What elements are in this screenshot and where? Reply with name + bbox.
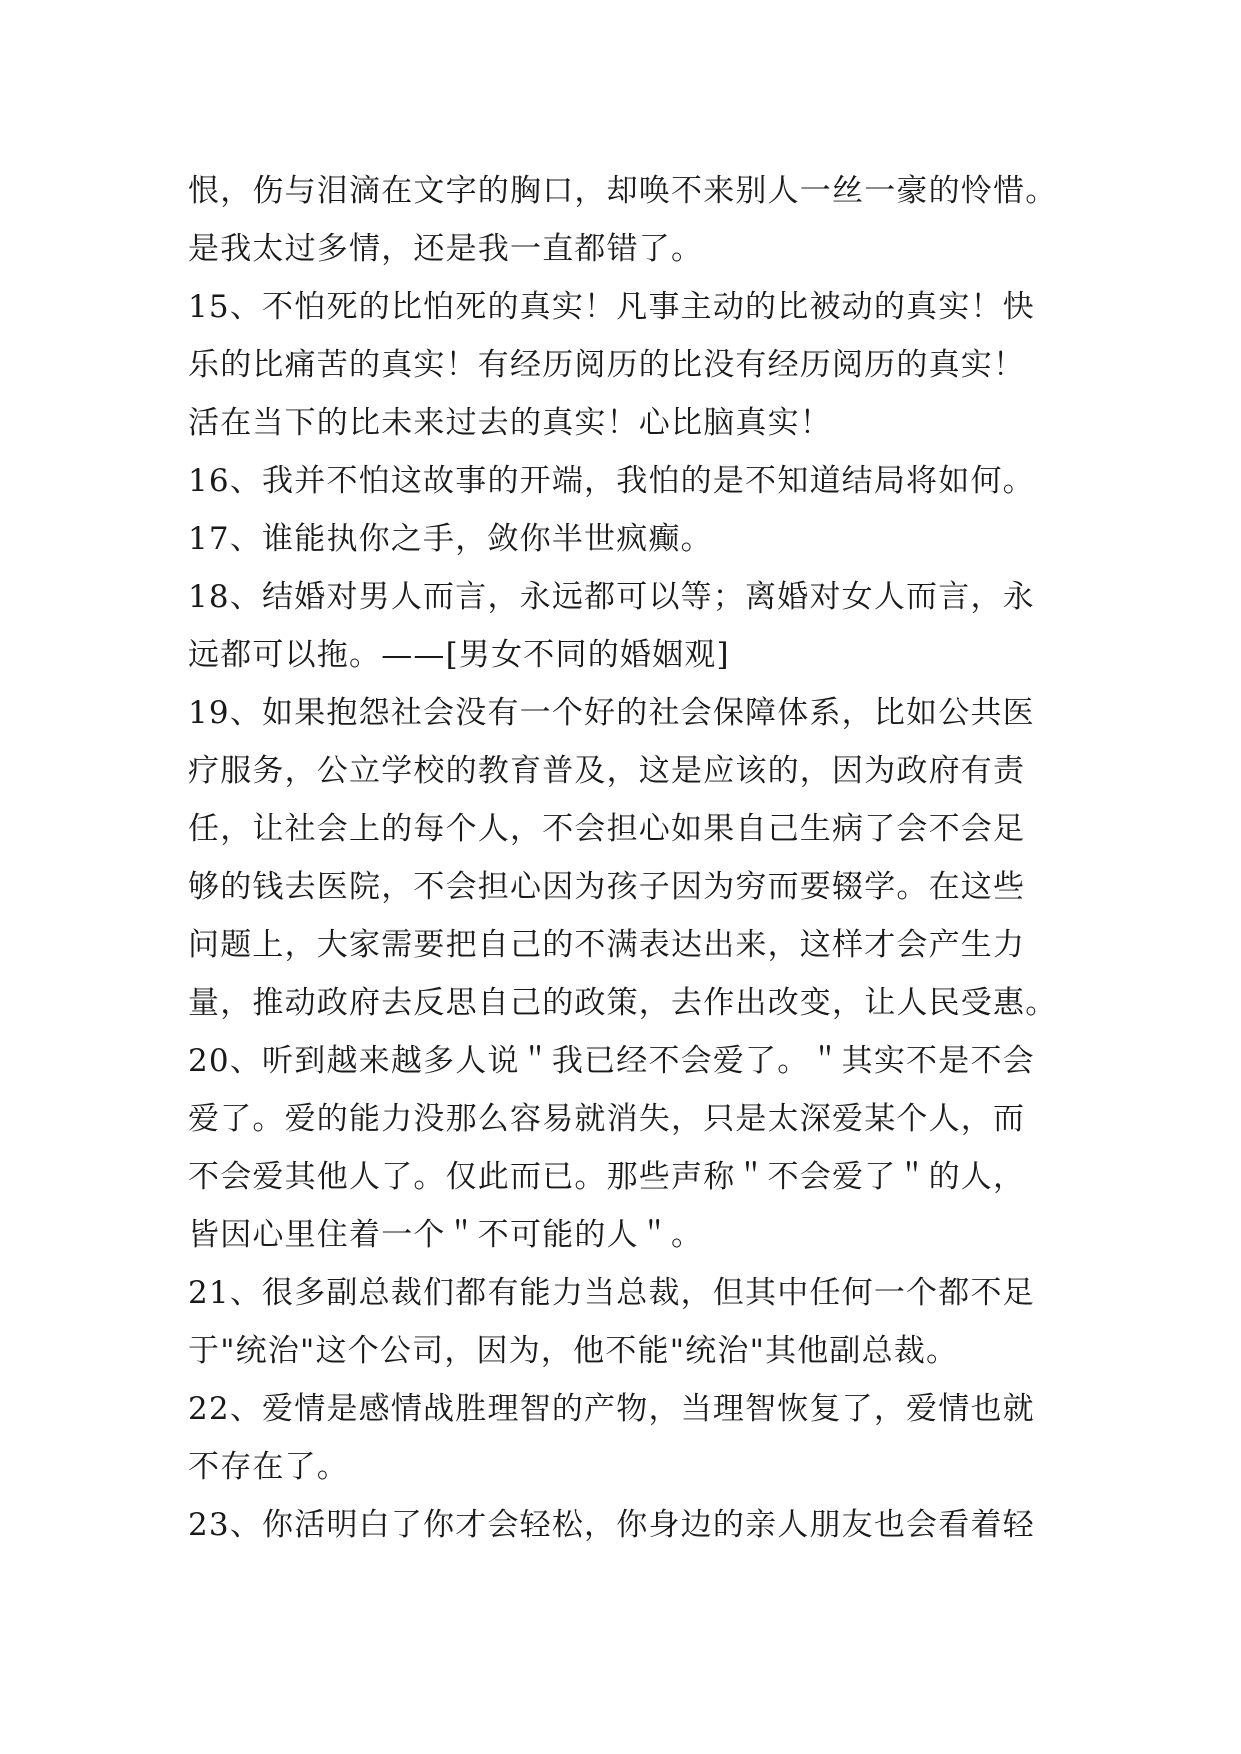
text-line: 量，推动政府去反思自己的政策，去作出改变，让人民受惠。 bbox=[188, 985, 1058, 1021]
text-line: 爱了。爱的能力没那么容易就消失，只是太深爱某个人，而 bbox=[188, 1101, 1026, 1137]
text-line: 17、谁能执你之手，敛你半世疯癫。 bbox=[188, 521, 713, 557]
text-line: 皆因心里住着一个＂不可能的人＂。 bbox=[188, 1217, 704, 1253]
text-line: 不存在了。 bbox=[188, 1449, 349, 1485]
text-line: 远都可以拖。——[男女不同的婚姻观] bbox=[188, 637, 730, 673]
text-line: 22、爱情是感情战胜理智的产物，当理智恢复了，爱情也就 bbox=[188, 1391, 1035, 1427]
text-line: 21、很多副总裁们都有能力当总裁，但其中任何一个都不足 bbox=[188, 1275, 1035, 1311]
text-line: 23、你活明白了你才会轻松，你身边的亲人朋友也会看着轻 bbox=[188, 1507, 1035, 1543]
text-line: 不会爱其他人了。仅此而已。那些声称＂不会爱了＂的人， bbox=[188, 1159, 1026, 1195]
document-body bbox=[188, 162, 1088, 1554]
text-line: 15、不怕死的比怕死的真实！凡事主动的比被动的真实！快 bbox=[188, 289, 1035, 325]
text-line: 疗服务，公立学校的教育普及，这是应该的，因为政府有责 bbox=[188, 753, 1026, 789]
text-line: 是我太过多情，还是我一直都错了。 bbox=[188, 231, 704, 267]
text-line: 恨，伤与泪滴在文字的胸口，却唤不来别人一丝一豪的怜惜。 bbox=[188, 173, 1058, 209]
text-line: 于"统治"这个公司，因为，他不能"统治"其他副总裁。 bbox=[188, 1333, 959, 1369]
text-line: 活在当下的比未来过去的真实！心比脑真实！ bbox=[188, 405, 832, 441]
text-line: 任，让社会上的每个人，不会担心如果自己生病了会不会足 bbox=[188, 811, 1026, 847]
text-line: 18、结婚对男人而言，永远都可以等；离婚对女人而言，永 bbox=[188, 579, 1035, 615]
text-line: 20、听到越来越多人说＂我已经不会爱了。＂其实不是不会 bbox=[188, 1043, 1035, 1079]
text-line: 16、我并不怕这故事的开端，我怕的是不知道结局将如何。 bbox=[188, 463, 1035, 499]
text-line: 够的钱去医院，不会担心因为孩子因为穷而要辍学。在这些 bbox=[188, 869, 1026, 905]
text-line: 乐的比痛苦的真实！有经历阅历的比没有经历阅历的真实！ bbox=[188, 347, 1026, 383]
text-line: 问题上，大家需要把自己的不满表达出来，这样才会产生力 bbox=[188, 927, 1026, 963]
text-line: 19、如果抱怨社会没有一个好的社会保障体系，比如公共医 bbox=[188, 695, 1035, 731]
